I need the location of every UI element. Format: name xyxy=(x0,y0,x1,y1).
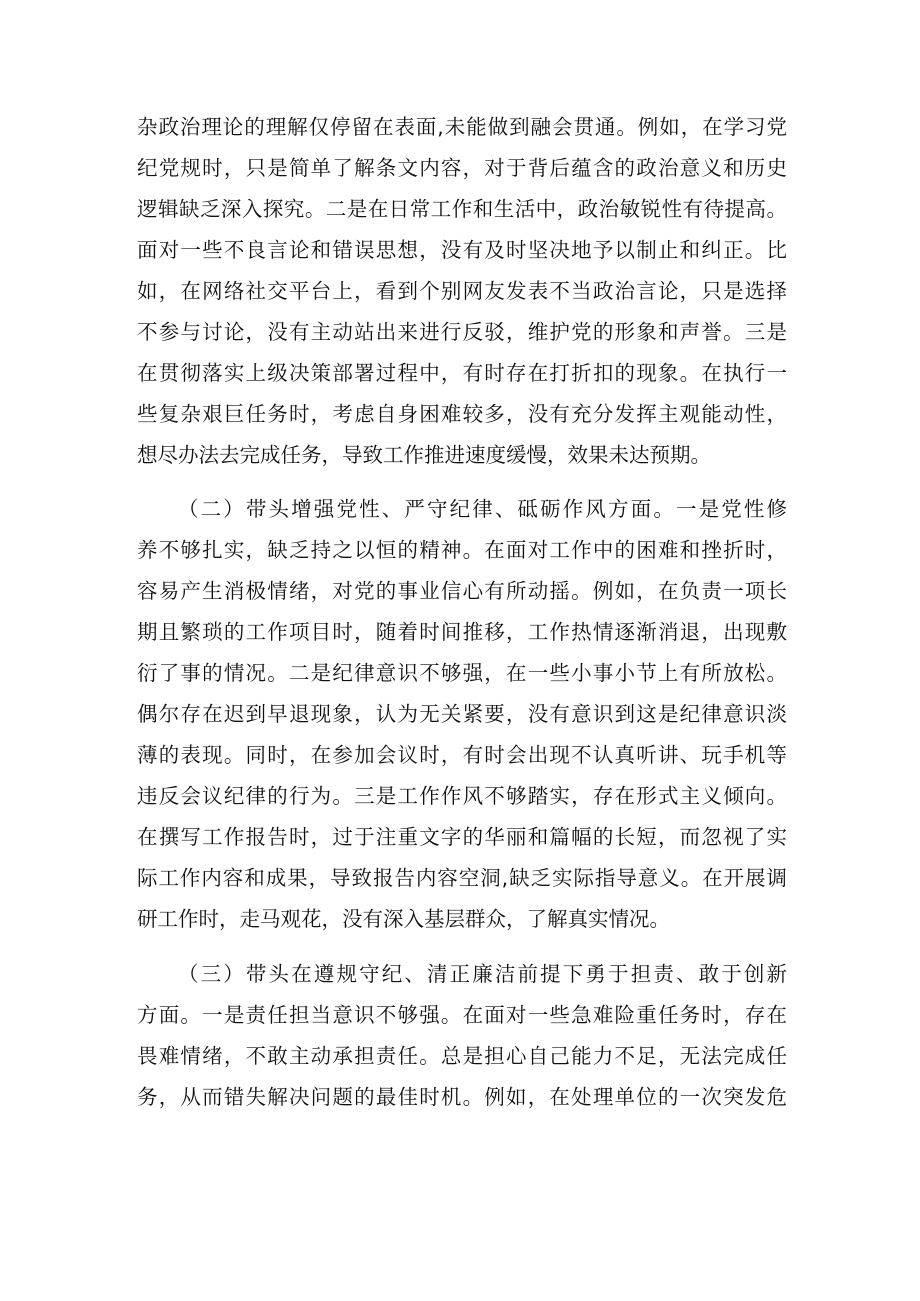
text-line: 不参与讨论，没有主动站出来进行反驳，维护党的形象和声誉。三是 xyxy=(137,320,787,344)
text-line: 养不够扎实，缺乏持之以恒的精神。在面对工作中的困难和挫折时， xyxy=(137,538,787,562)
text-line: 如，在网络社交平台上，看到个别网友发表不当政治言论，只是选择 xyxy=(137,279,787,303)
text-line: 些复杂艰巨任务时，考虑自身困难较多，没有充分发挥主观能动性， xyxy=(137,402,787,426)
section-heading-line: （二）带头增强党性、严守纪律、砥砺作风方面。一是党性修 xyxy=(178,497,787,521)
text-line: 衍了事的情况。二是纪律意识不够强，在一些小事小节上有所放松。 xyxy=(137,661,787,685)
text-line: 杂政治理论的理解仅停留在表面,未能做到融会贯通。例如，在学习党 xyxy=(137,115,787,139)
text-line: 偶尔存在迟到早退现象，认为无关紧要，没有意识到这是纪律意识淡 xyxy=(137,702,787,726)
text-line: 畏难情绪，不敢主动承担责任。总是担心自己能力不足，无法完成任 xyxy=(137,1044,787,1068)
text-line: 容易产生消极情绪，对党的事业信心有所动摇。例如，在负责一项长 xyxy=(137,579,787,603)
text-line: 期且繁琐的工作项目时，随着时间推移，工作热情逐渐消退，出现敷 xyxy=(137,620,787,644)
text-line: 方面。一是责任担当意识不够强。在面对一些急难险重任务时，存在 xyxy=(137,1003,787,1027)
text-line: 在撰写工作报告时，过于注重文字的华丽和篇幅的长短，而忽视了实 xyxy=(137,825,787,849)
text-line: 想尽办法去完成任务，导致工作推进速度缓慢，效果未达预期。 xyxy=(137,443,711,467)
text-line: 际工作内容和成果，导致报告内容空洞,缺乏实际指导意义。在开展调 xyxy=(137,866,787,890)
text-line: 在贯彻落实上级决策部署过程中，有时存在打折扣的现象。在执行一 xyxy=(137,361,787,385)
text-line: 违反会议纪律的行为。三是工作作风不够踏实，存在形式主义倾向。 xyxy=(137,784,787,808)
text-line: 薄的表现。同时，在参加会议时，有时会出现不认真听讲、玩手机等 xyxy=(137,743,787,767)
text-line: 逻辑缺乏深入探究。二是在日常工作和生活中，政治敏锐性有待提高。 xyxy=(137,197,787,221)
text-line: 纪党规时，只是简单了解条文内容，对于背后蕴含的政治意义和历史 xyxy=(137,156,787,180)
text-line: 面对一些不良言论和错误思想，没有及时坚决地予以制止和纠正。比 xyxy=(137,238,787,262)
section-heading-line: （三）带头在遵规守纪、清正廉洁前提下勇于担责、敢于创新 xyxy=(178,962,787,986)
text-line: 务，从而错失解决问题的最佳时机。例如，在处理单位的一次突发危 xyxy=(137,1085,787,1109)
text-line: 研工作时，走马观花，没有深入基层群众，了解真实情况。 xyxy=(137,907,670,931)
